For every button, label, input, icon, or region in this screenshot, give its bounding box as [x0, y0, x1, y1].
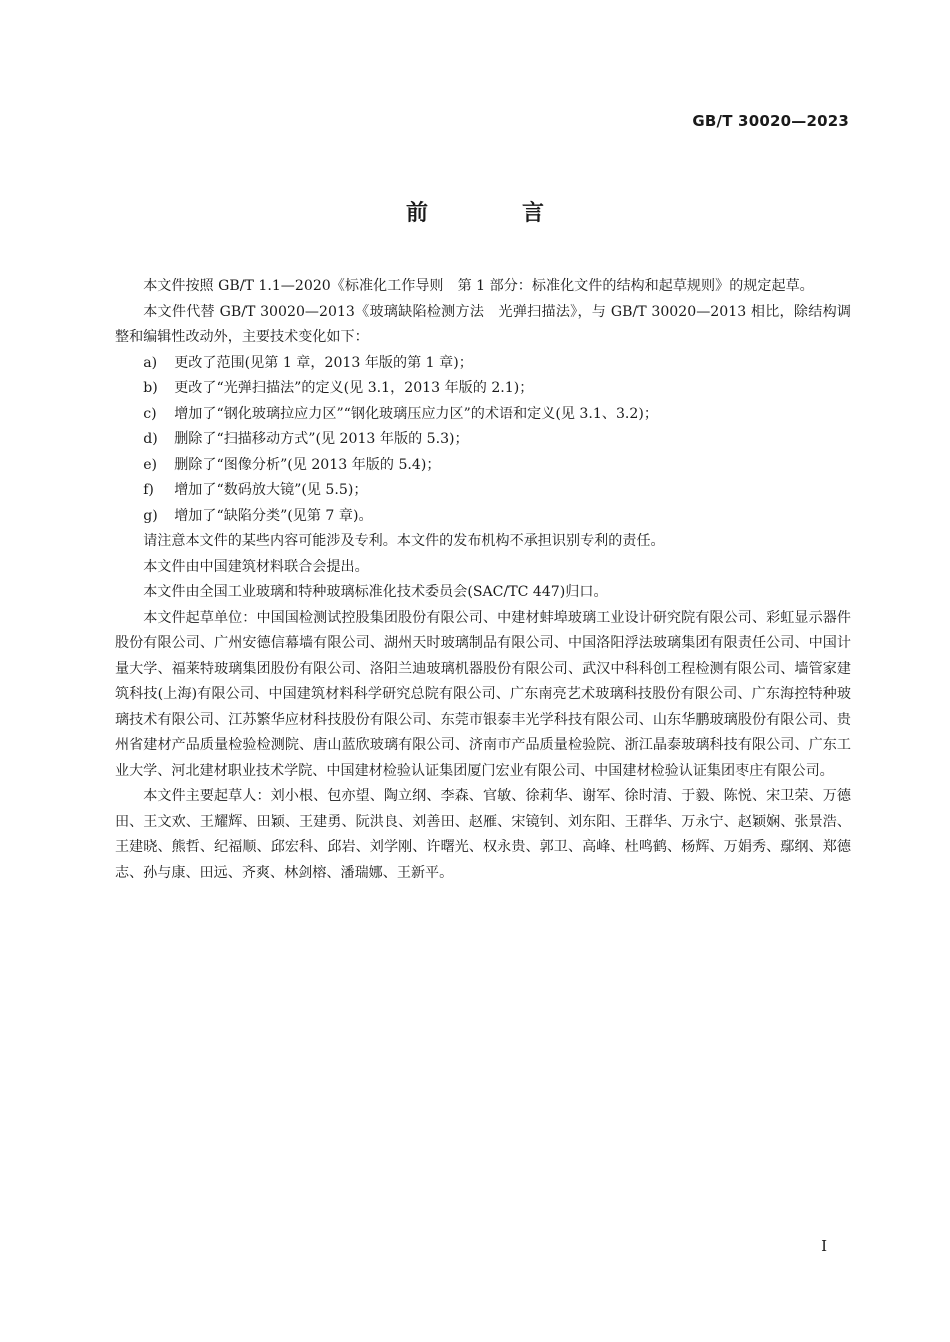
paragraph-administered-by: 本文件由全国工业玻璃和特种玻璃标准化技术委员会(SAC/TC 447)归口。 [143, 584, 608, 600]
page-title: 前 言 [405, 201, 580, 226]
change-item [115, 402, 851, 428]
change-item [115, 427, 851, 453]
item-letter: b) [143, 380, 158, 396]
item-text: 删除了“扫描移动方式”(见 2013 年版的 5.3)； [174, 431, 469, 447]
standard-code: GB/T 30020—2023 [692, 112, 849, 130]
paragraph-proposed-by: 本文件由中国建筑材料联合会提出。 [143, 558, 369, 575]
item-text: 更改了“光弹扫描法”的定义(见 3.1，2013 年版的 2.1)； [174, 380, 534, 396]
paragraph-drafting-rules: 本文件按照 GB/T 1.1—2020《标准化工作导则 第 1 部分：标准化文件的结构和起草规则》的规定起草。 [143, 278, 814, 294]
paragraph-drafters: 本文件主要起草人：刘小根、包亦望、陶立纲、李森、官敏、徐莉华、谢军、徐时清、于毅、陈悦、宋卫荣、万德田、王文欢、王耀辉、田颖、王建勇、阮洪良、刘善田、赵雁、宋镜钊、刘东阳、王群华、万永宁、赵颖娴、张景浩、王建晓、熊哲、纪福顺、邱宏科、邱岩、刘学刚、许曙光、权永贵、郭卫、高峰、杜鸣鹤、杨辉、万娟秀、鄢纲、郑德志、孙与康、田远、齐爽、林剑榕、潘瑞娜、王新平。 [115, 788, 851, 881]
item-text: 增加了“缺陷分类”(见第 7 章)。 [174, 507, 373, 524]
paragraph-replaces: 本文件代替 GB/T 30020—2013《玻璃缺陷检测方法 光弹扫描法》，与 GB/T 30020—2013 相比，除结构调整和编辑性改动外，主要技术变化如下： [115, 303, 851, 345]
paragraph-patent-notice: 请注意本文件的某些内容可能涉及专利。本文件的发布机构不承担识别专利的责任。 [143, 533, 665, 549]
item-letter: a) [143, 354, 158, 371]
change-item [115, 504, 851, 530]
paragraph-drafting-organizations: 本文件起草单位：中国国检测试控股集团股份有限公司、中建材蚌埠玻璃工业设计研究院有限公司、彩虹显示器件股份有限公司、广州安德信幕墙有限公司、湖州天时玻璃制品有限公司、中国洛阳浮法玻璃集团有限责任公司、中国计量大学、福莱特玻璃集团股份有限公司、洛阳兰迪玻璃机器股份有限公司、武汉中科科创工程检测有限公司、墙管家建筑科技(上海)有限公司、中国建筑材料科学研究总院有限公司、广东南亮艺术玻璃科技股份有限公司、广东海控特种玻璃技术有限公司、江苏繁华应材科技股份有限公司、东莞市银泰丰光学科技有限公司、山东华鹏玻璃股份有限公司、贵州省建材产品质量检验检测院、唐山蓝欣玻璃有限公司、济南市产品质量检验院、浙江晶泰玻璃科技有限公司、广东工业大学、河北建材职业技术学院、中国建材检验认证集团厦门宏业有限公司、中国建材检验认证集团枣庄有限公司。 [115, 609, 851, 779]
page-number: I [821, 1237, 827, 1255]
item-letter: c) [143, 405, 157, 422]
item-letter: f) [143, 482, 154, 498]
item-letter: e) [143, 456, 158, 473]
item-text: 更改了范围(见第 1 章，2013 年版的第 1 章)； [174, 354, 473, 371]
item-text: 删除了“图像分析”(见 2013 年版的 5.4)； [174, 456, 441, 473]
item-text: 增加了“钢化玻璃拉应力区”“钢化玻璃压应力区”的术语和定义(见 3.1、3.2)； [174, 405, 658, 422]
change-item [115, 376, 851, 402]
item-letter: g) [143, 507, 158, 524]
foreword-body [115, 274, 851, 886]
change-item [115, 453, 851, 479]
change-item [115, 478, 851, 504]
item-letter: d) [143, 431, 158, 447]
item-text: 增加了“数码放大镜”(见 5.5)； [174, 482, 368, 498]
change-item [115, 351, 851, 377]
